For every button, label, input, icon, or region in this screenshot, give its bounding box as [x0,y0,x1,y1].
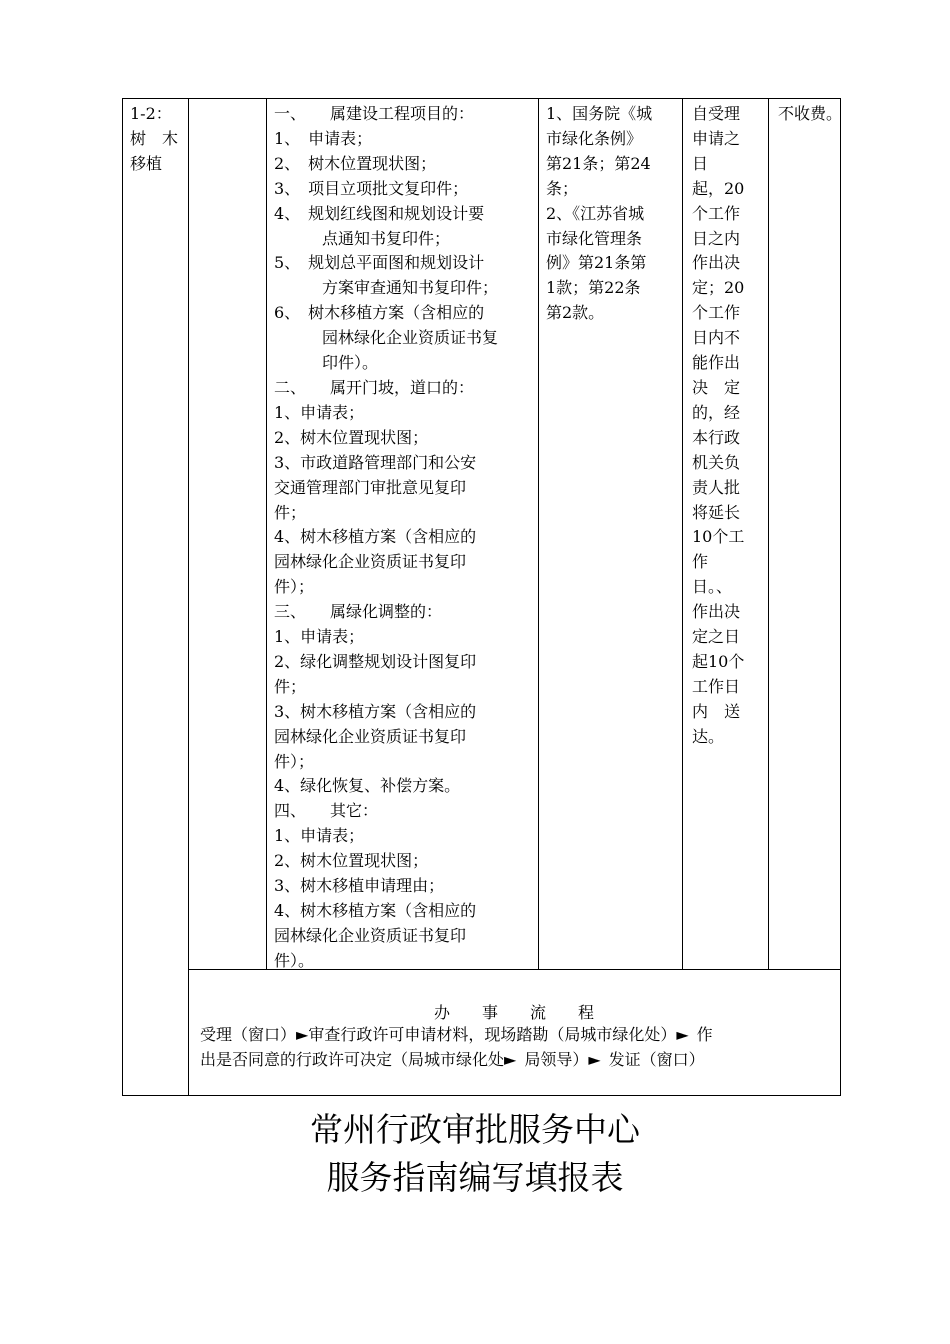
table-top-border [122,98,841,99]
legal-basis-line: 1款；第22条 [546,278,641,298]
material-line: 1、 申请表； [274,128,373,148]
process-step-leader: 局领导） [524,1050,589,1069]
material-line: 2、 树木位置现状图； [274,153,437,173]
material-line: 件）； [274,751,315,771]
column-divider-5 [768,98,769,969]
process-step-accept: 受理（窗口） [200,1025,297,1044]
time-limit-line: 自受理 [692,104,741,123]
process-step-review: 审查行政许可申请材料，现场踏勘（局城市绿化处） [308,1025,677,1044]
legal-basis-line: 例》第21条第 [546,253,647,273]
arrow-right-icon: ► [504,1050,517,1069]
time-limit-line: 定；20 [692,278,745,298]
material-line: 4、树木移植方案（含相应的 [274,901,477,920]
column-divider-4 [682,98,683,969]
table-left-border [122,98,123,1095]
time-limit-line: 作出决 [692,253,741,273]
material-line: 1、申请表； [274,826,365,846]
time-limit-line: 作 [692,552,709,572]
legal-basis-line: 第2款。 [546,303,605,323]
material-line: 6、 树木移植方案（含相应的 [274,303,485,323]
table-right-border [840,98,841,1095]
legal-basis-line: 1、国务院《城 [546,104,653,123]
material-line: 一、 属建设工程项目的： [274,104,475,123]
process-line-1 [200,1022,832,1047]
table-bottom-border [122,1095,841,1096]
legal-basis-line: 市绿化管理条 [546,228,643,248]
material-line: 件）； [274,577,315,597]
arrow-right-icon: ► [676,1025,689,1044]
time-limit-line: 内 送 [692,701,741,721]
material-line: 件； [274,676,307,696]
time-limit-line: 日 [692,153,709,173]
time-limit-line: 能作出 [692,353,741,373]
legal-basis-line: 条； [546,178,579,198]
material-line: 3、树木移植申请理由； [274,876,445,896]
center-title: 常州行政审批服务中心 [310,1110,640,1149]
material-line: 二、 属开门坡，道口的： [274,377,475,397]
material-line: 3、市政道路管理部门和公安 [274,452,477,472]
time-limit-line: 起10个 [692,651,745,671]
time-limit-line: 个工作 [692,203,741,223]
material-line: 点通知书复印件； [274,228,451,248]
material-line: 园林绿化企业资质证书复印 [274,925,467,945]
material-line: 四、 其它： [274,801,379,821]
process-step-decide-start: 作 [696,1025,713,1044]
legal-basis-cell [546,102,674,326]
material-line: 2、树木位置现状图； [274,427,429,447]
time-limit-line: 工作日 [692,676,741,696]
fee-text: 不收费。 [778,104,843,123]
item-label-line: 1-2： [130,104,172,123]
material-line: 三、 属绿化调整的： [274,602,443,622]
material-line: 2、树木位置现状图； [274,851,429,871]
material-line: 5、 规划总平面图和规划设计 [274,253,485,273]
legal-basis-line: 2、《江苏省城 [546,203,645,223]
item-label-line: 移植 [130,153,163,173]
material-line: 3、树木移植方案（含相应的 [274,701,477,721]
material-line: 2、绿化调整规划设计图复印 [274,651,477,671]
legal-basis-line: 第21条；第24 [546,153,651,173]
time-limit-line: 日之内 [692,228,741,248]
process-line-2 [200,1047,832,1072]
material-line: 件）。 [274,950,315,970]
time-limit-line: 将延长 [692,502,741,522]
time-limit-line: 10个工 [692,527,745,547]
time-limit-line: 日。、 [692,577,733,597]
material-line: 1、申请表； [274,402,365,422]
process-description [200,1022,832,1072]
process-step-decide: 出是否同意的行政许可决定（局城市绿化处 [200,1050,505,1069]
material-line: 方案审查通知书复印件； [274,278,499,298]
material-line: 4、树木移植方案（含相应的 [274,527,477,547]
time-limit-line: 达。 [692,726,725,746]
time-limit-line: 起，20 [692,178,745,198]
material-line: 4、绿化恢复、补偿方案。 [274,776,461,796]
form-title: 服务指南编写填报表 [326,1158,624,1197]
time-limit-line: 的，经 [692,402,741,422]
column-divider-3 [538,98,539,969]
column-divider-1 [188,98,189,1095]
material-line: 印件）。 [274,353,379,373]
time-limit-line: 日内不 [692,328,741,348]
materials-cell [274,102,532,974]
time-limit-cell [692,102,760,750]
material-line: 交通管理部门审批意见复印 [274,477,467,497]
material-line: 园林绿化企业资质证书复印 [274,552,467,572]
time-limit-line: 决 定 [692,377,741,397]
process-step-issue: 发证（窗口） [608,1050,705,1069]
arrow-right-icon: ► [296,1025,309,1044]
time-limit-line: 作出决 [692,602,741,622]
process-title: 办 事 流 程 [433,1003,594,1022]
time-limit-line: 责人批 [692,477,741,497]
item-label-cell [130,102,184,177]
column-divider-2 [266,98,267,969]
time-limit-line: 个工作 [692,303,741,323]
material-line: 园林绿化企业资质证书复印 [274,726,467,746]
legal-basis-line: 市绿化条例》 [546,128,643,148]
material-line: 1、申请表； [274,627,365,647]
material-line: 件； [274,502,307,522]
material-line: 3、 项目立项批文复印件； [274,178,469,198]
time-limit-line: 本行政 [692,427,741,447]
time-limit-line: 申请之 [692,128,741,148]
time-limit-line: 机关负 [692,452,741,472]
material-line: 4、 规划红线图和规划设计要 [274,203,485,223]
time-limit-line: 定之日 [692,627,741,647]
material-line: 园林绿化企业资质证书复 [274,328,499,348]
fee-cell [778,102,843,127]
item-label-line: 树 木 [130,128,179,148]
arrow-right-icon: ► [588,1050,601,1069]
